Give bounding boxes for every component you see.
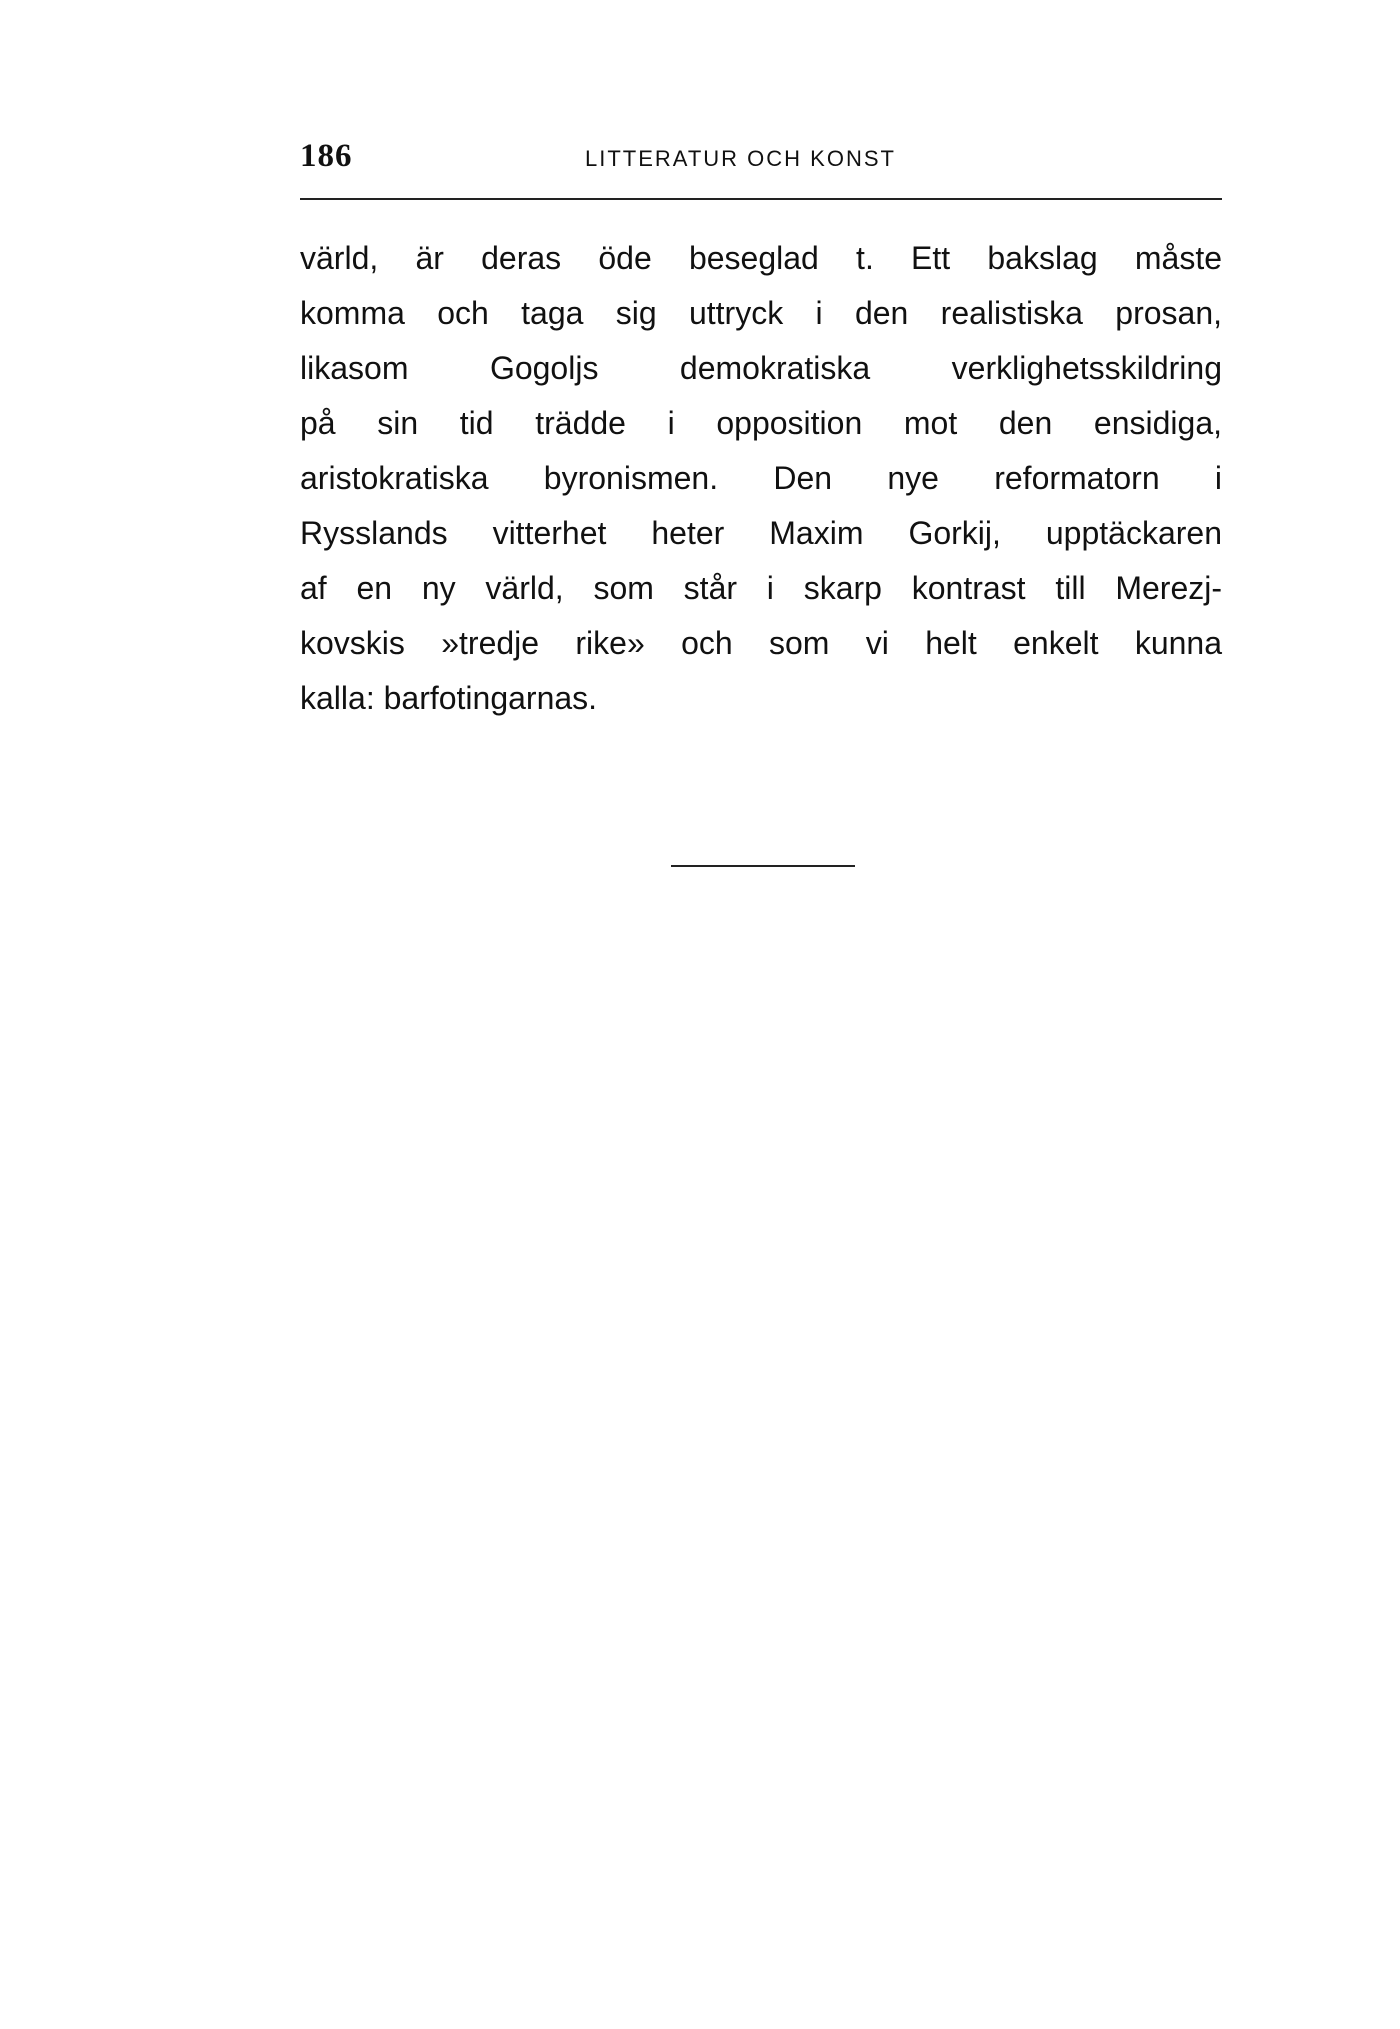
body-text [300,231,1222,726]
page-header [300,138,1220,182]
page-number: 186 [300,138,353,174]
end-rule [671,865,855,867]
running-head: LITTERATUR OCH KONST [585,146,896,171]
header-rule [300,198,1222,200]
text-line: komma och taga sig uttryck i den realistiska prosan, [300,295,1222,331]
text-line: af en ny värld, som står i skarp kontrast till Merezj- [300,570,1222,606]
text-line: på sin tid trädde i opposition mot den ensidiga, [300,405,1222,441]
text-line: kovskis »tredje rike» och som vi helt enkelt kunna [300,625,1222,661]
text-line: likasom Gogoljs demokratiska verklighetsskildring [300,350,1222,386]
text-line: aristokratiska byronismen. Den nye reformatorn i [300,460,1222,496]
text-line: värld, är deras öde beseglad t. Ett bakslag måste [300,240,1222,276]
text-line: kalla: barfotingarnas. [300,680,598,716]
text-line: Rysslands vitterhet heter Maxim Gorkij, upptäckaren [300,515,1222,551]
